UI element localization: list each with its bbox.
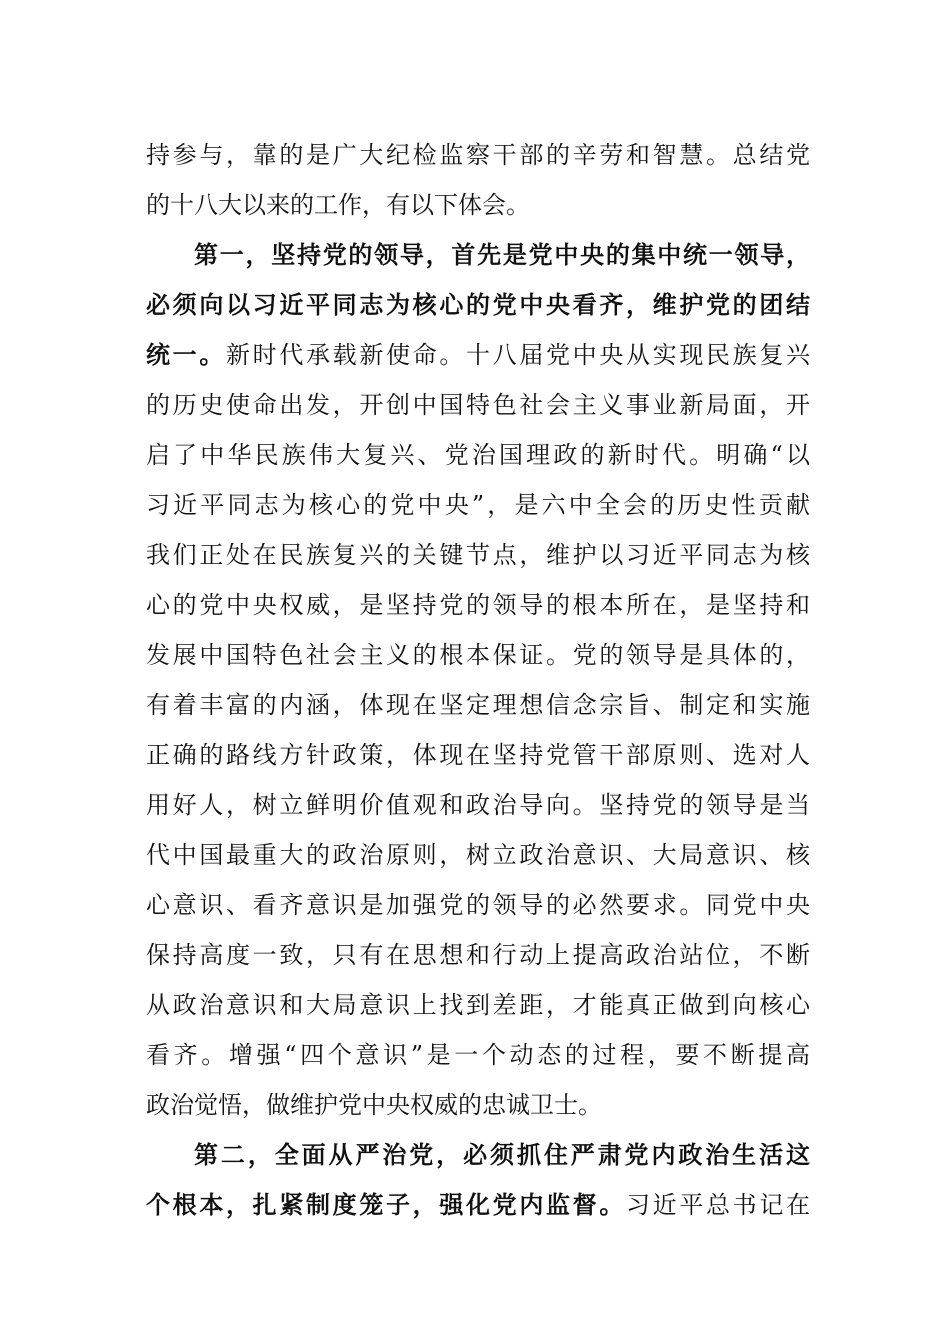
text-line: 心意识、看齐意识是加强党的领导的必然要求。同党中央 <box>146 891 810 919</box>
bold-heading-line: 第一，坚持党的领导，首先是党中央的集中统一领导， <box>194 241 810 269</box>
text-line: 心的党中央权威，是坚持党的领导的根本所在，是坚持和 <box>146 591 810 619</box>
bold-heading-line: 第二，全面从严治党，必须抓住严肃党内政治生活这 <box>194 1141 810 1169</box>
text-line: 看齐。增强“四个意识”是一个动态的过程，要不断提高 <box>146 1041 810 1069</box>
text-line: 从政治意识和大局意识上找到差距，才能真正做到向核心 <box>146 991 810 1019</box>
body-text: 习近平总书记在 <box>626 1191 810 1219</box>
text-line-mixed <box>146 330 810 380</box>
text-line: 发展中国特色社会主义的根本保证。党的领导是具体的， <box>146 641 810 669</box>
text-line: 用好人，树立鲜明价值观和政治导向。坚持党的领导是当 <box>146 791 810 819</box>
text-line: 的历史使命出发，开创中国特色社会主义事业新局面，开 <box>146 391 810 419</box>
text-line: 持参与，靠的是广大纪检监察干部的辛劳和智慧。总结党 <box>146 141 810 169</box>
bold-heading-line: 必须向以习近平同志为核心的党中央看齐，维护党的团结 <box>146 291 810 319</box>
text-line: 启了中华民族伟大复兴、党治国理政的新时代。明确“以 <box>146 441 810 469</box>
body-text: 新时代承载新使命。十八届党中央从实现民族复兴 <box>226 341 810 369</box>
bold-heading-end: 统一。 <box>146 341 226 369</box>
document-page <box>146 130 810 1230</box>
text-line-mixed <box>146 1180 810 1230</box>
text-line: 我们正处在民族复兴的关键节点，维护以习近平同志为核 <box>146 541 810 569</box>
text-line: 保持高度一致，只有在思想和行动上提高政治站位，不断 <box>146 941 810 969</box>
text-line: 政治觉悟，做维护党中央权威的忠诚卫士。 <box>146 1091 602 1119</box>
text-line: 的十八大以来的工作，有以下体会。 <box>146 191 530 219</box>
text-line: 代中国最重大的政治原则，树立政治意识、大局意识、核 <box>146 841 810 869</box>
text-line: 有着丰富的内涵，体现在坚定理想信念宗旨、制定和实施 <box>146 691 810 719</box>
text-line: 正确的路线方针政策，体现在坚持党管干部原则、选对人 <box>146 741 810 769</box>
text-line: 习近平同志为核心的党中央”，是六中全会的历史性贡献 <box>146 491 810 519</box>
bold-heading-end: 个根本，扎紧制度笼子，强化党内监督。 <box>146 1191 626 1219</box>
